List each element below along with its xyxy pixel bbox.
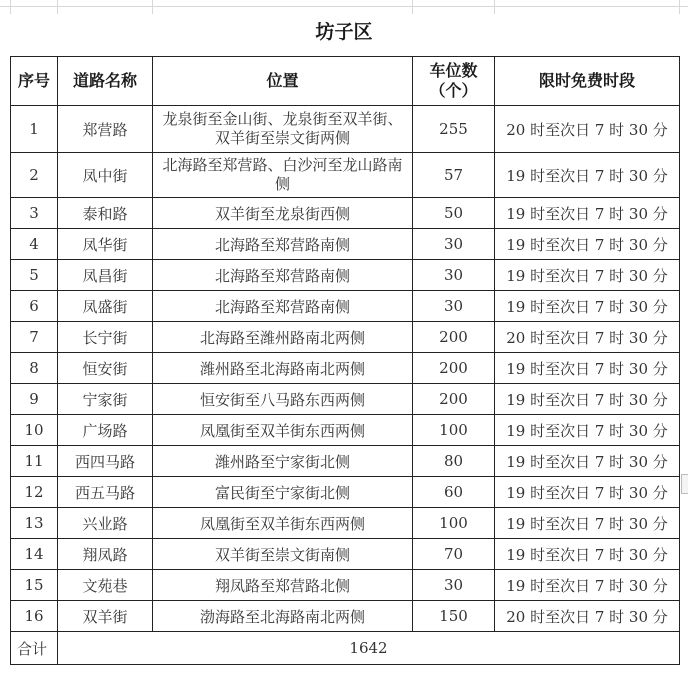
cell-spaces: 150 — [413, 601, 495, 632]
cell-spaces: 30 — [413, 260, 495, 291]
cell-road: 西四马路 — [58, 446, 153, 477]
cell-no: 15 — [11, 570, 58, 601]
table-row — [11, 508, 680, 539]
cell-road: 恒安街 — [58, 353, 153, 384]
cell-spaces: 200 — [413, 384, 495, 415]
table-row — [11, 198, 680, 229]
cell-no: 2 — [11, 153, 58, 198]
table-row — [11, 106, 680, 153]
cell-free-time: 19 时至次日 7 时 30 分 — [495, 446, 680, 477]
cell-no: 8 — [11, 353, 58, 384]
cell-free-time: 19 时至次日 7 时 30 分 — [495, 384, 680, 415]
cell-free-time: 19 时至次日 7 时 30 分 — [495, 539, 680, 570]
cell-location: 潍州路至北海路南北两侧 — [153, 353, 413, 384]
table-row — [11, 322, 680, 353]
cell-no: 11 — [11, 446, 58, 477]
cell-no: 10 — [11, 415, 58, 446]
cell-free-time: 19 时至次日 7 时 30 分 — [495, 229, 680, 260]
cell-road: 泰和路 — [58, 198, 153, 229]
table-row — [11, 415, 680, 446]
header-location: 位置 — [153, 57, 413, 106]
cell-free-time: 19 时至次日 7 时 30 分 — [495, 353, 680, 384]
cell-location: 双羊街至龙泉街西侧 — [153, 198, 413, 229]
cell-no: 12 — [11, 477, 58, 508]
cell-road: 凤盛街 — [58, 291, 153, 322]
cell-spaces: 200 — [413, 353, 495, 384]
cell-location: 潍州路至宁家街北侧 — [153, 446, 413, 477]
table-row — [11, 291, 680, 322]
table-row — [11, 260, 680, 291]
cell-road: 宁家街 — [58, 384, 153, 415]
cell-no: 13 — [11, 508, 58, 539]
table-row — [11, 539, 680, 570]
scroll-edge-handle[interactable] — [681, 474, 688, 494]
table-row — [11, 570, 680, 601]
cell-location: 凤凰街至双羊街东西两侧 — [153, 508, 413, 539]
cell-location: 富民街至宁家街北侧 — [153, 477, 413, 508]
header-no: 序号 — [11, 57, 58, 106]
table-row — [11, 153, 680, 198]
cell-free-time: 20 时至次日 7 时 30 分 — [495, 106, 680, 153]
cell-location: 北海路至郑营路、白沙河至龙山路南侧 — [153, 153, 413, 198]
cell-no: 3 — [11, 198, 58, 229]
cell-free-time: 19 时至次日 7 时 30 分 — [495, 477, 680, 508]
cell-spaces: 30 — [413, 291, 495, 322]
total-value: 1642 — [58, 632, 680, 665]
table-row — [11, 353, 680, 384]
cell-free-time: 19 时至次日 7 时 30 分 — [495, 260, 680, 291]
cell-free-time: 19 时至次日 7 时 30 分 — [495, 198, 680, 229]
cell-location: 龙泉街至金山街、龙泉街至双羊街、双羊街至崇文街两侧 — [153, 106, 413, 153]
cell-no: 6 — [11, 291, 58, 322]
cell-spaces: 57 — [413, 153, 495, 198]
cell-no: 16 — [11, 601, 58, 632]
cell-road: 凤昌街 — [58, 260, 153, 291]
table-row — [11, 229, 680, 260]
cell-no: 14 — [11, 539, 58, 570]
cell-spaces: 30 — [413, 570, 495, 601]
cell-free-time: 20 时至次日 7 时 30 分 — [495, 322, 680, 353]
header-spaces: 车位数（个） — [413, 57, 495, 106]
cell-free-time: 19 时至次日 7 时 30 分 — [495, 508, 680, 539]
cell-free-time: 19 时至次日 7 时 30 分 — [495, 153, 680, 198]
cell-spaces: 50 — [413, 198, 495, 229]
cell-location: 翔凤路至郑营路北侧 — [153, 570, 413, 601]
cell-free-time: 19 时至次日 7 时 30 分 — [495, 570, 680, 601]
cell-road: 凤华街 — [58, 229, 153, 260]
header-road: 道路名称 — [58, 57, 153, 106]
cell-spaces: 255 — [413, 106, 495, 153]
cell-location: 北海路至郑营路南侧 — [153, 260, 413, 291]
cell-free-time: 19 时至次日 7 时 30 分 — [495, 291, 680, 322]
cell-spaces: 30 — [413, 229, 495, 260]
cell-road: 双羊街 — [58, 601, 153, 632]
cell-no: 7 — [11, 322, 58, 353]
cell-location: 北海路至郑营路南侧 — [153, 229, 413, 260]
total-label: 合计 — [11, 632, 58, 665]
cell-location: 北海路至郑营路南侧 — [153, 291, 413, 322]
top-gridline — [0, 6, 688, 7]
cell-road: 文苑巷 — [58, 570, 153, 601]
cell-no: 4 — [11, 229, 58, 260]
cell-free-time: 19 时至次日 7 时 30 分 — [495, 415, 680, 446]
cell-road: 郑营路 — [58, 106, 153, 153]
cell-no: 1 — [11, 106, 58, 153]
cell-location: 凤凰街至双羊街东西两侧 — [153, 415, 413, 446]
cell-no: 5 — [11, 260, 58, 291]
header-row — [11, 57, 680, 106]
cell-spaces: 80 — [413, 446, 495, 477]
cell-road: 长宁街 — [58, 322, 153, 353]
cell-spaces: 100 — [413, 415, 495, 446]
cell-spaces: 200 — [413, 322, 495, 353]
cell-road: 兴业路 — [58, 508, 153, 539]
header-free-time: 限时免费时段 — [495, 57, 680, 106]
cell-spaces: 70 — [413, 539, 495, 570]
table-title: 坊子区 — [315, 21, 373, 43]
cell-location: 北海路至潍州路南北两侧 — [153, 322, 413, 353]
cell-location: 双羊街至崇文街南侧 — [153, 539, 413, 570]
cell-no: 9 — [11, 384, 58, 415]
table-row — [11, 446, 680, 477]
total-row — [11, 632, 680, 665]
table-row — [11, 384, 680, 415]
table-row — [11, 601, 680, 632]
parking-table — [10, 56, 680, 665]
cell-road: 凤中街 — [58, 153, 153, 198]
cell-free-time: 20 时至次日 7 时 30 分 — [495, 601, 680, 632]
cell-road: 翔凤路 — [58, 539, 153, 570]
cell-location: 恒安街至八马路东西两侧 — [153, 384, 413, 415]
table-row — [11, 477, 680, 508]
cell-spaces: 100 — [413, 508, 495, 539]
cell-road: 广场路 — [58, 415, 153, 446]
column-gridline — [679, 0, 680, 14]
cell-location: 渤海路至北海路南北两侧 — [153, 601, 413, 632]
cell-spaces: 60 — [413, 477, 495, 508]
cell-road: 西五马路 — [58, 477, 153, 508]
